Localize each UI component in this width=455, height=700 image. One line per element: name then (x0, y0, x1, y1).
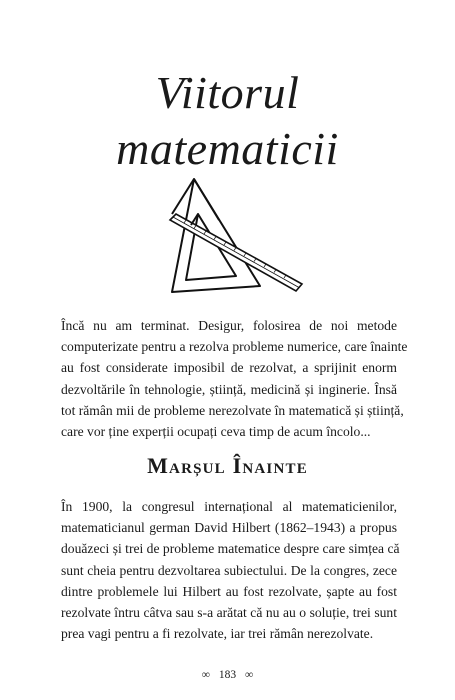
infinity-ornament-icon: ∞ (201, 669, 210, 681)
section-line: douăzeci și trei de probleme matematice despre care simțea că (61, 541, 400, 557)
section-line: dintre problemele lui Hilbert au fost rezolvate, șapte au fost (61, 583, 397, 599)
page-number: 183 (218, 669, 237, 681)
page-number-footer (0, 669, 455, 681)
intro-line: Încă nu am terminat. Desigur, folosirea de noi metode (61, 318, 397, 333)
set-square-and-ruler-icon (164, 176, 304, 294)
section-line: matematicianul german David Hilbert (1862–1943) a propus (61, 520, 397, 536)
intro-line: care vor ține experții ocupați ceva timp de acum încolo... (61, 424, 371, 440)
intro-line: au fost considerate imposibil de rezolvat, a sprijinit enorm (61, 360, 397, 376)
section-heading: Marșul Înainte (147, 453, 308, 478)
intro-line: computerizate pentru a rezolva probleme numerice, care înainte (61, 339, 408, 355)
intro-line: tot rămân mii de probleme nerezolvate în matematică și știință, (61, 402, 404, 418)
section-line: sunt cheia pentru dezvoltarea subiectului. De la congres, zece (61, 562, 397, 578)
section-line: În 1900, la congresul internațional al matematicienilor, (61, 499, 397, 514)
intro-line: dezvoltările în tehnologie, știință, medicină și inginerie. Însă (61, 381, 397, 397)
section-line: rezolvate întru câtva sau s-a arătat că nu au o soluție, trei sunt (61, 605, 397, 621)
infinity-ornament-icon: ∞ (245, 669, 254, 681)
intro-paragraph (61, 315, 408, 442)
section-line: prea vagi pentru a fi rezolvate, iar trei rămân nerezolvate. (61, 626, 374, 642)
section-paragraph (61, 496, 400, 644)
chapter-title-line-2: matematicii (116, 123, 339, 174)
chapter-title-line-1: Viitorul (155, 67, 300, 118)
